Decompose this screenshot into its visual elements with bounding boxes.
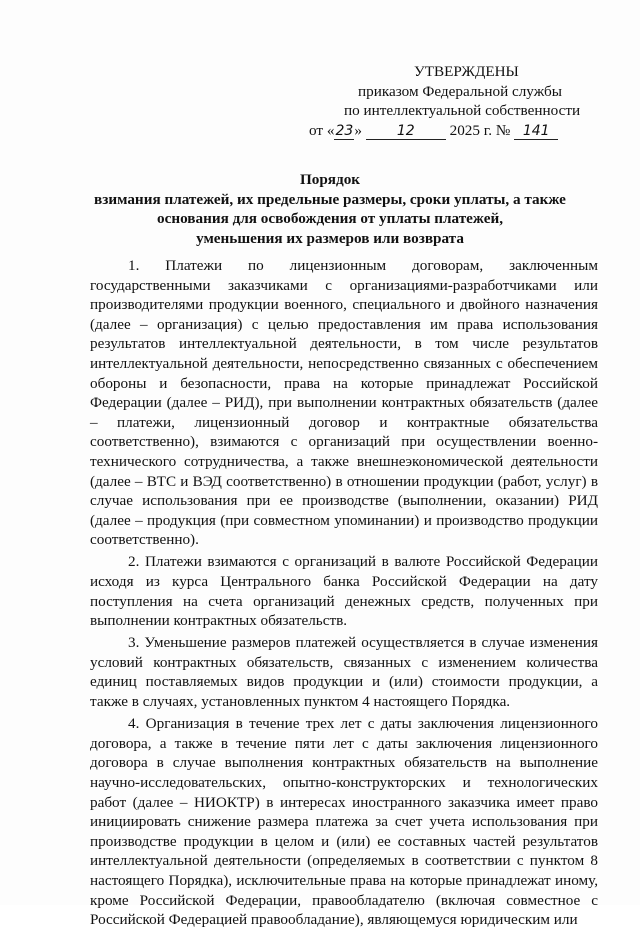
paragraph-2: 2. Платежи взимаются с организаций в валюте Российской Федерации исходя из курса Центрального банка Российской Федерации на дату поступления на счета организаций денежных средств, полученных при выполнении контрактных обязательств. (90, 553, 598, 630)
heading-line-4: уменьшения их размеров или возврата (196, 229, 464, 247)
document-heading (60, 170, 600, 248)
paragraph-4: 4. Организация в течение трех лет с даты заключения лицензионного договора, а также в течение пяти лет с даты заключения лицензионного договора в случае выполнения контрактных обязательств на выполнение научно-исследовательских, опытно-конструкторских и технологических работ (далее – НИОКТР) в интересах иностранного заказчика имеет право инициировать снижение размера платежа за счет учета использования при производстве продукции в целом и (или) ее составных частей результатов интеллектуальной деятельности (определяемых в соответствии с пунктом 8 настоящего Порядка), исключительные права на которые принадлежат иному, кроме Российской Федерации, правообладателю (включая совместное с Российской Федерацией правообладание), являющемуся юридическим или (90, 715, 598, 929)
heading-line-2: взимания платежей, их предельные размеры, сроки уплаты, а также (94, 190, 566, 208)
handwritten-day: 23 (335, 122, 354, 139)
year-and-number-label: 2025 г. № (449, 121, 511, 139)
paragraph-3: 3. Уменьшение размеров платежей осуществляется в случае изменения условий контрактных обязательств, связанных с изменением количества единиц поставляемых видов продукции и (или) стоимости продукции, а также в случаях, установленных пунктом 4 настоящего Порядка. (90, 634, 598, 711)
approval-block (300, 62, 600, 140)
approval-date-line (300, 121, 600, 141)
heading-title: Порядок (299, 171, 361, 188)
heading-line-3: основания для освобождения от уплаты платежей, (156, 210, 504, 227)
approval-order-line: приказом Федеральной службы (358, 82, 562, 100)
paragraph-1: 1. Платежи по лицензионным договорам, заключенным государственными заказчиками с организациями-разработчиками или производителями продукции военного, специального и двойного назначения (далее – организация) с целью предоставления им права использования результатов интеллектуальной деятельности, в том числе результатов интеллектуальной деятельности, непосредственно связанных с обеспечением обороны и безопасности, права на которые принадлежат Российской Федерации (далее – РИД), при выполнении контрактных обязательств (далее – платежи, лицензионный договор и контрактные обязательства соответственно), взимаются с организаций при осуществлении военно-технического сотрудничества, а также внешнеэкономической деятельности (далее – ВТС и ВЭД соответственно) в отношении продукции (работ, услуг) в случае использования при ее производстве (выполнении, оказании) РИД (далее – продукция (при совместном упоминании) и производство продукции соответственно). (90, 257, 598, 549)
approval-title: УТВЕРЖДЕНЫ (414, 63, 519, 80)
approval-agency-line: по интеллектуальной собственности (344, 102, 581, 119)
document-body (90, 256, 598, 932)
handwritten-order-number: 141 (514, 124, 558, 140)
date-close-quote: » (354, 121, 363, 139)
handwritten-month: 12 (366, 124, 446, 140)
date-prefix: от « (309, 121, 335, 139)
